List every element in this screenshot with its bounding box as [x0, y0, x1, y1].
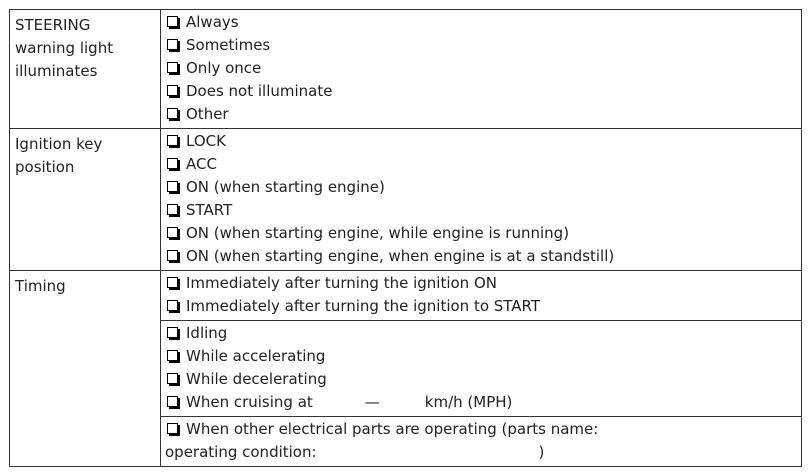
checkbox-option[interactable]: [165, 222, 797, 245]
checkbox[interactable]: [167, 227, 178, 238]
option-label: Only once: [186, 59, 262, 77]
option-label: When other electrical parts are operating (parts name:: [186, 420, 599, 438]
checkbox[interactable]: [167, 85, 178, 96]
checkbox[interactable]: [167, 373, 178, 384]
option-label: Does not illuminate: [186, 82, 333, 100]
checkbox-option[interactable]: [165, 176, 797, 199]
checkbox-option[interactable]: [165, 368, 797, 391]
checkbox[interactable]: [167, 135, 178, 146]
speed-unit: km/h (MPH): [424, 393, 513, 411]
row-label: Timing: [10, 271, 161, 467]
option-group-cell: [161, 271, 802, 467]
checkbox[interactable]: [167, 204, 178, 215]
option-label: While accelerating: [186, 347, 326, 365]
option-label: Immediately after turning the ignition to START: [186, 297, 541, 315]
checkbox[interactable]: [167, 62, 178, 73]
checkbox-option[interactable]: [165, 103, 797, 126]
checkbox[interactable]: [167, 158, 178, 169]
range-dash: —: [364, 393, 380, 411]
steering-diagnosis-form: [9, 9, 802, 467]
closing-paren: ): [538, 443, 545, 461]
option-label: Immediately after turning the ignition ON: [186, 274, 497, 292]
option-label: Other: [186, 105, 229, 123]
checkbox[interactable]: [167, 350, 178, 361]
option-label: START: [186, 201, 233, 219]
option-label: When cruising at: [186, 393, 313, 411]
row-label: Ignition key position: [10, 129, 161, 271]
option-group: [161, 129, 801, 270]
checkbox-option[interactable]: [165, 80, 797, 103]
option-group: [161, 10, 801, 128]
option-label: ON (when starting engine, while engine is running): [186, 224, 570, 242]
checkbox-option[interactable]: [165, 34, 797, 57]
option-label: Always: [186, 13, 239, 31]
option-label: ON (when starting engine): [186, 178, 385, 196]
checkbox[interactable]: [167, 327, 178, 338]
checkbox[interactable]: [167, 16, 178, 27]
option-label: LOCK: [186, 132, 226, 150]
option-group-cell: [161, 10, 802, 129]
checkbox[interactable]: [167, 250, 178, 261]
option-group: [161, 320, 801, 416]
checkbox[interactable]: [167, 181, 178, 192]
checkbox-option[interactable]: [165, 11, 797, 34]
electrical-parts-option[interactable]: [165, 418, 797, 441]
checkbox[interactable]: [167, 300, 178, 311]
option-group-cell: [161, 129, 802, 271]
table-row: [10, 129, 802, 271]
option-label: Sometimes: [186, 36, 271, 54]
option-group: [161, 271, 801, 320]
option-label: ACC: [186, 155, 217, 173]
table-row: [10, 10, 802, 129]
checkbox-option[interactable]: [165, 153, 797, 176]
option-label: ON (when starting engine, when engine is at a standstill): [186, 247, 615, 265]
operating-condition-label: operating condition:: [165, 443, 317, 461]
table-row: [10, 271, 802, 467]
checkbox-option[interactable]: [165, 272, 797, 295]
row-label: STEERING warning light illuminates: [10, 10, 161, 129]
option-label: While decelerating: [186, 370, 327, 388]
operating-condition-line: [165, 441, 797, 464]
cruising-speed-option[interactable]: [165, 391, 797, 414]
checkbox-option[interactable]: [165, 245, 797, 268]
option-group: [161, 416, 801, 466]
checkbox-option[interactable]: [165, 199, 797, 222]
checkbox[interactable]: [167, 277, 178, 288]
checkbox[interactable]: [167, 423, 178, 434]
checkbox-option[interactable]: [165, 130, 797, 153]
checkbox-option[interactable]: [165, 345, 797, 368]
checkbox[interactable]: [167, 396, 178, 407]
checkbox-option[interactable]: [165, 295, 797, 318]
checkbox-option[interactable]: [165, 322, 797, 345]
checkbox[interactable]: [167, 39, 178, 50]
option-label: Idling: [186, 324, 228, 342]
checkbox-option[interactable]: [165, 57, 797, 80]
checkbox[interactable]: [167, 108, 178, 119]
